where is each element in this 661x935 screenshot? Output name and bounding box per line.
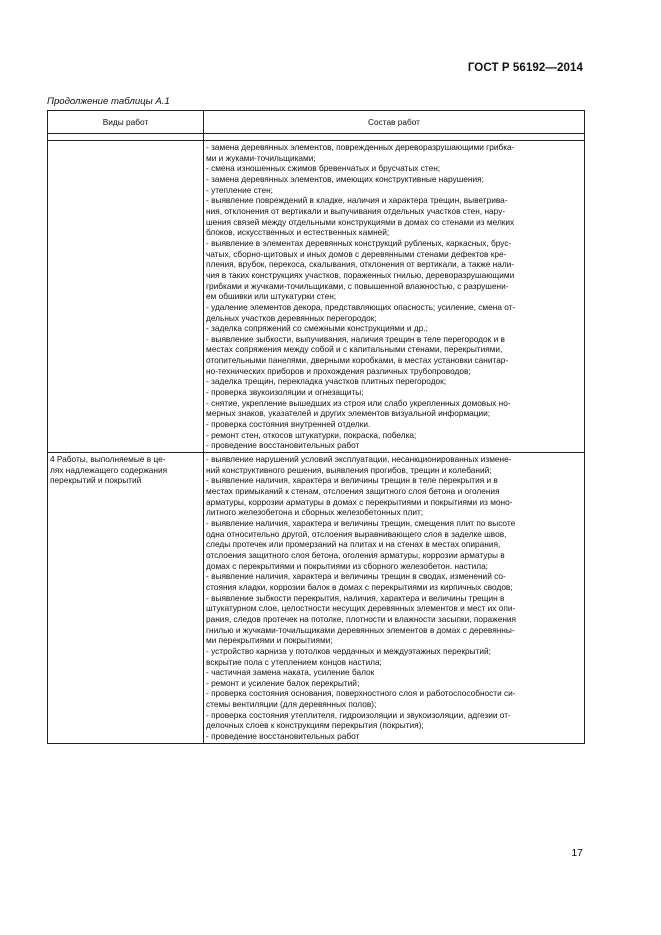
text-line: вскрытие пола с утеплением концов настила; — [206, 656, 382, 667]
text-line: домах с перекрытиями и покрытиями из сборного железобетон. настила; — [206, 560, 488, 571]
works-table — [47, 110, 585, 744]
text-line: - замена деревянных элементов, имеющих конструктивные нарушения; — [206, 173, 484, 184]
text-line: стояния кладки, коррозии балок в домах с перекрытиями из кирпичных сводов; — [206, 581, 513, 592]
column-header-types: Виды работ — [48, 111, 204, 134]
text-line: ния, отклонения от вертикали и выпучивания отдельных участков стен, нару- — [206, 205, 506, 216]
spacer-cell — [48, 134, 204, 141]
text-line: - проверка состояния внутренней отделки. — [206, 419, 371, 430]
text-line: мерных знаков, указателей и других элементов визуальной информации; — [206, 408, 491, 419]
table-caption: Продолжение таблицы А.1 — [47, 96, 170, 107]
text-line: ний конструктивного решения, выявления прогибов, трещин и колебаний; — [206, 464, 492, 475]
work-composition-cell — [204, 141, 585, 453]
text-line: - проверка звукоизоляции и огнезащиты; — [206, 387, 364, 398]
text-line: одна относительно другой, отслоения выравнивающего слоя в заделке швов, — [206, 528, 507, 539]
text-line: - заделка сопряжений со смежными конструкциями и др.; — [206, 323, 428, 334]
text-line: грибками и жучками-точильщиками, с повышенной влажностью, с разрушени- — [206, 280, 509, 291]
text-line: гнилью и жучками-точильщиками деревянных элементов в домах с деревянны- — [206, 624, 515, 635]
text-line: - выявление в элементах деревянных конструкций рубленых, каркасных, брус- — [206, 237, 512, 248]
text-line: ем обшивки или штукатурки стен; — [206, 291, 337, 302]
text-line: следы протечек или промерзаний на плитах и на стенах в местах опирания, — [206, 539, 501, 550]
text-line: штукатурном слое, целостности несущих деревянных элементов и мест их опи- — [206, 603, 516, 614]
text-line: перекрытий и покрытий — [50, 475, 142, 486]
text-line: чия в таких конструкциях участков, пораженных гнилью, дереворазрушающими — [206, 269, 515, 280]
text-line: - ремонт стен, откосов штукатурки, покраска, побелка; — [206, 429, 417, 440]
text-line: пления, врубок, перекоса, скалывания, отклонения от вертикали, а также нали- — [206, 259, 515, 270]
text-line: арматуры, коррозии арматуры в домах с перекрытиями и покрытиями из моно- — [206, 496, 513, 507]
work-composition-cell — [204, 453, 585, 744]
table-row — [48, 141, 585, 453]
text-line: стемы вентиляции (для деревянных полов); — [206, 699, 377, 710]
text-line: дельных участков деревянных перегородок; — [206, 312, 377, 323]
text-line: - смена изношенных сжимов бревенчатых и брусчатых стен; — [206, 163, 441, 174]
text-line: - утепление стен; — [206, 184, 273, 195]
table-row — [48, 453, 585, 744]
text-line: - выявление нарушений условий эксплуатации, несанкционированных измене- — [206, 454, 512, 465]
text-line: - заделка трещин, перекладка участков плитных перегородок; — [206, 376, 447, 387]
text-line: местах примыканий к стенам, отслоения защитного слоя бетона и оголения — [206, 486, 500, 496]
work-type-cell — [48, 453, 204, 744]
text-line: литного железобетона и сборных железобетонных плит; — [206, 507, 424, 518]
text-line: - выявление зыбкости перекрытия, наличия, характера и величины трещин в — [206, 592, 505, 603]
text-line: делочных слоев к конструкциям перекрытия (покрытия); — [206, 720, 424, 731]
spacer-cell — [204, 134, 585, 141]
work-type-cell — [48, 141, 204, 453]
text-line: - выявление наличия, характера и величины трещин в теле перекрытия и в — [206, 475, 498, 486]
text-line: ми перекрытиями и покрытиями; — [206, 635, 333, 646]
text-line: - проверка состояния утеплителя, гидроизоляции и звукоизоляции, адгезии от- — [206, 709, 511, 720]
text-line: - удаление элементов декора, представляющих опасность; усиление, смена от- — [206, 301, 516, 312]
text-line: - снятие, укрепление вышедших из строя или слабо укрепленных домовых но- — [206, 397, 511, 408]
text-line: 4 Работы, выполняемые в це- — [50, 454, 166, 465]
column-header-composition: Состав работ — [204, 111, 585, 134]
text-line: - проведение восстановительных работ — [206, 440, 360, 451]
text-line: отслоения защитного слоя бетона, оголения арматуры, коррозии арматуры в — [206, 549, 505, 560]
page-number: 17 — [571, 847, 583, 859]
text-line: ми и жуками-точильщиками; — [206, 152, 316, 163]
text-line: лях надлежащего содержания — [50, 464, 168, 475]
text-line: шения связей между отдельными конструкциями в домах со стенами из мелких — [206, 216, 515, 227]
text-line: - ремонт и усиление балок перекрытий; — [206, 677, 360, 688]
text-line: местах сопряжения между собой и с капитальными стенами, перекрытиями, — [206, 344, 503, 355]
text-line: - выявление зыбкости, выпучивания, наличия трещин в теле перегородок и в — [206, 333, 505, 344]
text-line: - выявление наличия, характера и величины трещин в сводах, изменений со- — [206, 571, 506, 582]
spacer-row — [48, 134, 585, 141]
text-line: - проведение восстановительных работ — [206, 731, 360, 742]
text-line: - устройство карниза у потолков чердачных и междуэтажных перекрытий; — [206, 645, 491, 656]
text-line: - частичная замена наката, усиление балок — [206, 667, 375, 678]
text-line: но-технических приборов и прохождения различных трубопроводов; — [206, 365, 471, 376]
text-line: отопительными панелями, дверными коробками, в местах установки санитар- — [206, 355, 509, 366]
text-line: - выявление наличия, характера и величины трещин, смещения плит по высоте — [206, 517, 516, 528]
text-line: - замена деревянных элементов, поврежденных дереворазрушающими грибка- — [206, 142, 515, 152]
standard-number: ГОСТ Р 56192—2014 — [467, 62, 583, 74]
table-header-row — [48, 111, 585, 134]
text-line: рания, следов протечек на потолке, плотности и влажности засыпки, поражения — [206, 613, 517, 624]
text-line: чатых, сборно-щитовых и иных домов с деревянными стенами дефектов кре- — [206, 248, 507, 259]
text-line: - выявление повреждений в кладке, наличия и характера трещин, выветрива- — [206, 195, 508, 206]
text-line: - проверка состояния основания, поверхностного слоя и работоспособности си- — [206, 688, 516, 699]
text-line: блоков, искусственных и естественных камней; — [206, 227, 390, 238]
